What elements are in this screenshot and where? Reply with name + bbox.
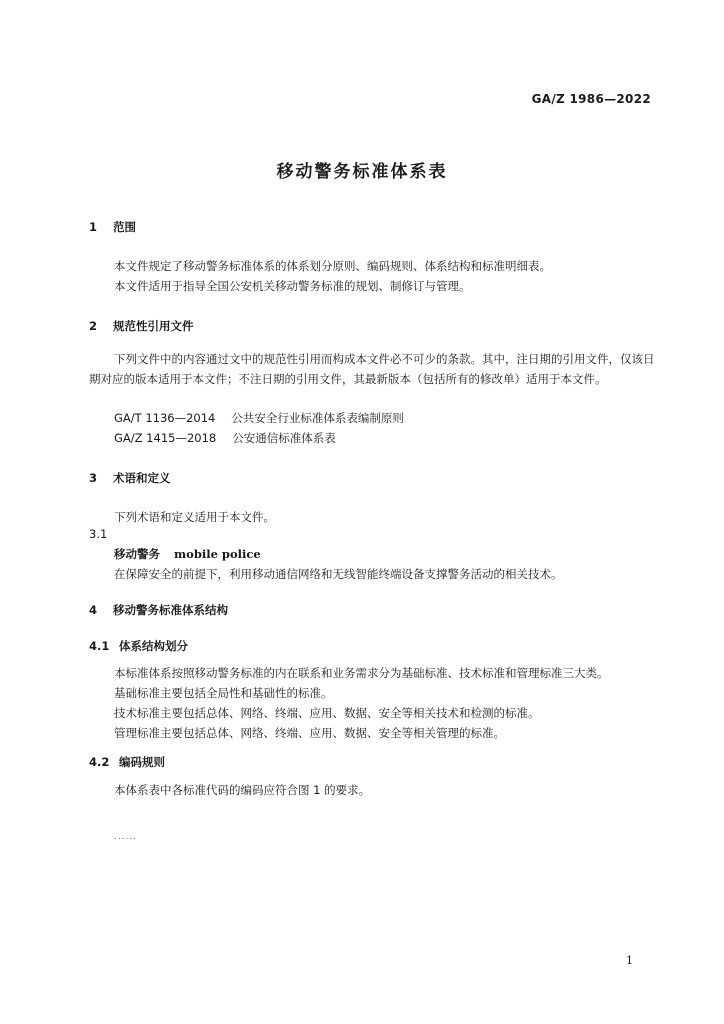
- section-title: 范围: [113, 220, 136, 234]
- document-code: GA/Z 1986—2022: [531, 92, 651, 106]
- section-4-heading: [89, 602, 228, 618]
- subsection-title: 体系结构划分: [119, 639, 188, 653]
- subsection-4-1-line: 本标准体系按照移动警务标准的内在联系和业务需求分为基础标准、技术标准和管理标准三大类。: [114, 666, 609, 680]
- subsection-title: 编码规则: [119, 755, 165, 769]
- section-title: 术语和定义: [113, 471, 171, 485]
- section-number: 1: [89, 220, 98, 234]
- subsection-4-1-line: 基础标准主要包括全局性和基础性的标准。: [114, 686, 333, 700]
- section-number: 3: [89, 471, 98, 485]
- reference-code: GA/T 1136—2014: [114, 411, 216, 425]
- subsection-4-2-heading: [89, 754, 165, 770]
- term-definition: 在保障安全的前提下，利用移动通信网络和无线智能终端设备支撑警务活动的相关技术。: [114, 567, 563, 581]
- term-entry: [114, 546, 261, 562]
- page-number: 1: [626, 954, 633, 967]
- subsection-4-2-paragraph: 本体系表中各标准代码的编码应符合图 1 的要求。: [114, 783, 371, 797]
- section-1-heading: [89, 219, 136, 235]
- term-chinese: 移动警务: [114, 547, 160, 561]
- reference-name: 公共安全行业标准体系表编制原则: [231, 411, 404, 425]
- section-number: 4: [89, 603, 98, 617]
- reference-name: 公安通信标准体系表: [232, 431, 336, 445]
- term-number: 3.1: [89, 527, 108, 541]
- subsection-number: 4.1: [89, 639, 110, 653]
- subsection-4-1-heading: [89, 638, 188, 654]
- subsection-number: 4.2: [89, 755, 110, 769]
- reference-item: [114, 430, 336, 446]
- section-1-paragraph-2: 本文件适用于指导全国公安机关移动警务标准的规划、制修订与管理。: [114, 279, 471, 293]
- section-title: 规范性引用文件: [113, 319, 194, 333]
- section-3-paragraph: 下列术语和定义适用于本文件。: [114, 510, 275, 524]
- subsection-4-1-line: 技术标准主要包括总体、网络、终端、应用、数据、安全等相关技术和检测的标准。: [114, 706, 540, 720]
- scan-dots: ......: [114, 832, 138, 842]
- section-number: 2: [89, 319, 98, 333]
- section-title: 移动警务标准体系结构: [113, 603, 228, 617]
- term-english: mobile police: [174, 547, 261, 561]
- subsection-4-1-line: 管理标准主要包括总体、网络、终端、应用、数据、安全等相关管理的标准。: [114, 726, 505, 740]
- section-3-heading: [89, 470, 171, 486]
- section-2-paragraph: 下列文件中的内容通过文中的规范性引用而构成本文件必不可少的条款。其中，注日期的引用文件，仅该日期对应的版本适用于本文件；不注日期的引用文件，其最新版本（包括所有的修改单）适用于本文件。: [89, 352, 655, 386]
- reference-item: [114, 410, 404, 426]
- section-1-paragraph-1: 本文件规定了移动警务标准体系的体系划分原则、编码规则、体系结构和标准明细表。: [114, 259, 551, 273]
- page-title: 移动警务标准体系表: [276, 162, 448, 182]
- reference-code: GA/Z 1415—2018: [114, 431, 217, 445]
- section-2-heading: [89, 318, 194, 334]
